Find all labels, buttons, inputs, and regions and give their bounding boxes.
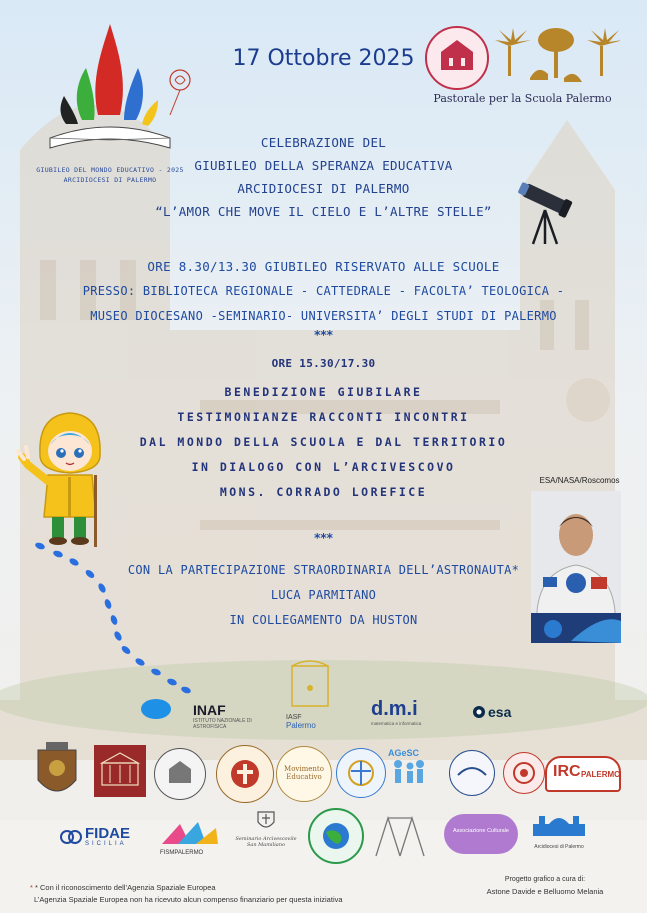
morning-line-3: MUSEO DIOCESANO -SEMINARIO- UNIVERSITA’ DEGLI STUDI DI PALERMO xyxy=(90,309,557,323)
seminario-sub: San Mamiliano xyxy=(246,842,286,848)
esa-name: esa xyxy=(488,704,512,720)
iasf-building-icon xyxy=(288,660,332,710)
focolari-logo xyxy=(449,750,495,796)
irc-sub: PALERMO xyxy=(581,770,621,779)
fidae-logo xyxy=(60,826,150,847)
irc-label: IRC xyxy=(553,763,581,780)
inaf-sub: ISTITUTO NAZIONALE DI ASTROFISICA xyxy=(193,718,252,730)
facolta-teologica-logo xyxy=(216,745,274,803)
iasf-name: IASF xyxy=(286,714,302,721)
agesc-figures-icon xyxy=(388,758,428,786)
red-seal-icon xyxy=(504,753,544,793)
title-line-1: CELEBRAZIONE DEL xyxy=(260,135,387,150)
arcidiocesi-logo xyxy=(524,810,594,850)
inaf-mark xyxy=(140,698,172,720)
telescope-illustration xyxy=(515,178,575,248)
afternoon-line-5: MONS. CORRADO LOREFICE xyxy=(219,485,428,499)
agesc-logo xyxy=(388,748,444,790)
fism-name: FISMPALERMO xyxy=(160,850,204,856)
hands-outline-icon xyxy=(370,812,430,858)
footnote-1-text: * Con il riconoscimento dell’Agenzia Spaziale Europea xyxy=(35,883,216,892)
title-line-4: “L’AMOR CHE MOVE IL CIELO E L’ALTRE STELLE” xyxy=(155,204,492,219)
associazione-name: Associazione Culturale xyxy=(453,828,509,834)
afternoon-time: ORE 15.30/17.30 xyxy=(271,357,376,370)
afternoon-line-2: TESTIMONIANZE RACCONTI INCONTRI xyxy=(177,410,470,424)
fidae-sub: SICILIA xyxy=(85,841,127,847)
title-line-3: ARCIDIOCESI DI PALERMO xyxy=(237,181,410,196)
fidae-knot-icon xyxy=(60,828,82,846)
title-line-2: GIUBILEO DELLA SPERANZA EDUCATIVA xyxy=(194,158,453,173)
cathedral-seal-icon xyxy=(427,28,487,88)
jubilee-logo-text-1: GIUBILEO DEL MONDO EDUCATIVO - 2025 xyxy=(36,166,184,174)
event-date: 17 Ottobre 2025 xyxy=(232,46,415,71)
palm-tree-lions-icon xyxy=(492,26,620,88)
jubilee-logo-text-2: ARCIDIOCESI DI PALERMO xyxy=(63,176,157,184)
iasf-logo xyxy=(286,660,334,740)
associazione-logo xyxy=(444,814,518,854)
footnote-star: * xyxy=(30,883,33,892)
globe-icon xyxy=(310,810,362,862)
morning-line-2: PRESSO: BIBLIOTECA REGIONALE - CATTEDRALE - FACOLTA’ TEOLOGICA - xyxy=(82,284,565,298)
separator-stars-1: *** xyxy=(314,328,333,342)
participation-line-3: IN COLLEGAMENTO DA HUSTON xyxy=(229,613,418,627)
agesc-emblem-logo xyxy=(336,748,386,798)
seal-building-icon xyxy=(155,749,205,799)
movimento-label: Movimento Educativo xyxy=(284,765,324,781)
arcidiocesi-sub: Arcidiocesi di Palermo xyxy=(534,844,584,850)
seminario-name: Seminario Arcivescovile xyxy=(235,836,297,842)
afternoon-line-4: IN DIALOGO CON L’ARCIVESCOVO xyxy=(191,460,456,474)
esa-circle-icon xyxy=(472,705,486,719)
palermo-seal-logo xyxy=(425,26,489,90)
astronaut-name: LUCA PARMITANO xyxy=(270,588,377,602)
morning-line-1: ORE 8.30/13.30 GIUBILEO RISERVATO ALLE SCUOLE xyxy=(147,259,500,274)
esa-logo xyxy=(472,704,542,720)
seminario-logo xyxy=(233,808,299,848)
agesc-label: AGeSC xyxy=(388,748,420,758)
telescope-icon xyxy=(515,178,575,248)
movimento-educativo-logo xyxy=(276,746,332,802)
footnote-2: L’Agenzia Spaziale Europea non ha ricevuto alcun compenso finanziario per questa iniziativa xyxy=(34,895,343,904)
theology-seal-icon xyxy=(217,746,273,802)
arcidiocesi-skyline-icon xyxy=(529,810,589,840)
participation-line-1: CON LA PARTECIPAZIONE STRAORDINARIA DELL’ASTRONAUTA* xyxy=(127,563,520,577)
credits-line-2: Astone Davide e Belluomo Melania xyxy=(486,887,604,896)
fism-logo xyxy=(160,820,222,856)
library-building-icon xyxy=(94,745,146,797)
inaf-name: INAF xyxy=(193,702,226,718)
footnote-1 xyxy=(30,883,390,892)
library-logo xyxy=(94,745,146,797)
focolari-wave-icon xyxy=(450,751,494,795)
afternoon-line-3: DAL MONDO DELLA SCUOLA E DAL TERRITORIO xyxy=(139,435,508,449)
dmi-name: d.m.i xyxy=(371,698,418,720)
coat-of-arms-logo xyxy=(32,740,82,806)
astronaut-caption: ESA/NASA/Roscomos xyxy=(539,476,620,485)
palermo-coat-of-arms xyxy=(492,26,620,88)
seminario-seal-logo xyxy=(154,748,206,800)
credits-line-1: Progetto grafico a cura di: xyxy=(504,876,586,883)
inaf-logo xyxy=(193,702,273,730)
inaf-blob-icon xyxy=(140,698,172,720)
fism-shapes-icon xyxy=(160,820,220,846)
shield-crest-icon xyxy=(32,740,82,806)
irc-logo xyxy=(545,756,621,792)
iasf-sub: Palermo xyxy=(286,721,316,730)
red-seal-logo xyxy=(503,752,545,794)
dmi-sub: matematica e informatica xyxy=(371,721,422,726)
family-emblem-icon xyxy=(337,749,385,797)
seminario-crest-icon xyxy=(256,808,276,832)
fidae-name: FIDAE xyxy=(85,825,130,842)
hands-logo xyxy=(370,812,430,858)
separator-stars-2: *** xyxy=(314,531,333,545)
dmi-logo xyxy=(371,698,451,726)
pastorale-text: Pastorale per la Scuola Palermo xyxy=(433,92,612,105)
laudato-si-logo xyxy=(308,808,364,864)
afternoon-line-1: BENEDIZIONE GIUBILARE xyxy=(224,385,423,399)
